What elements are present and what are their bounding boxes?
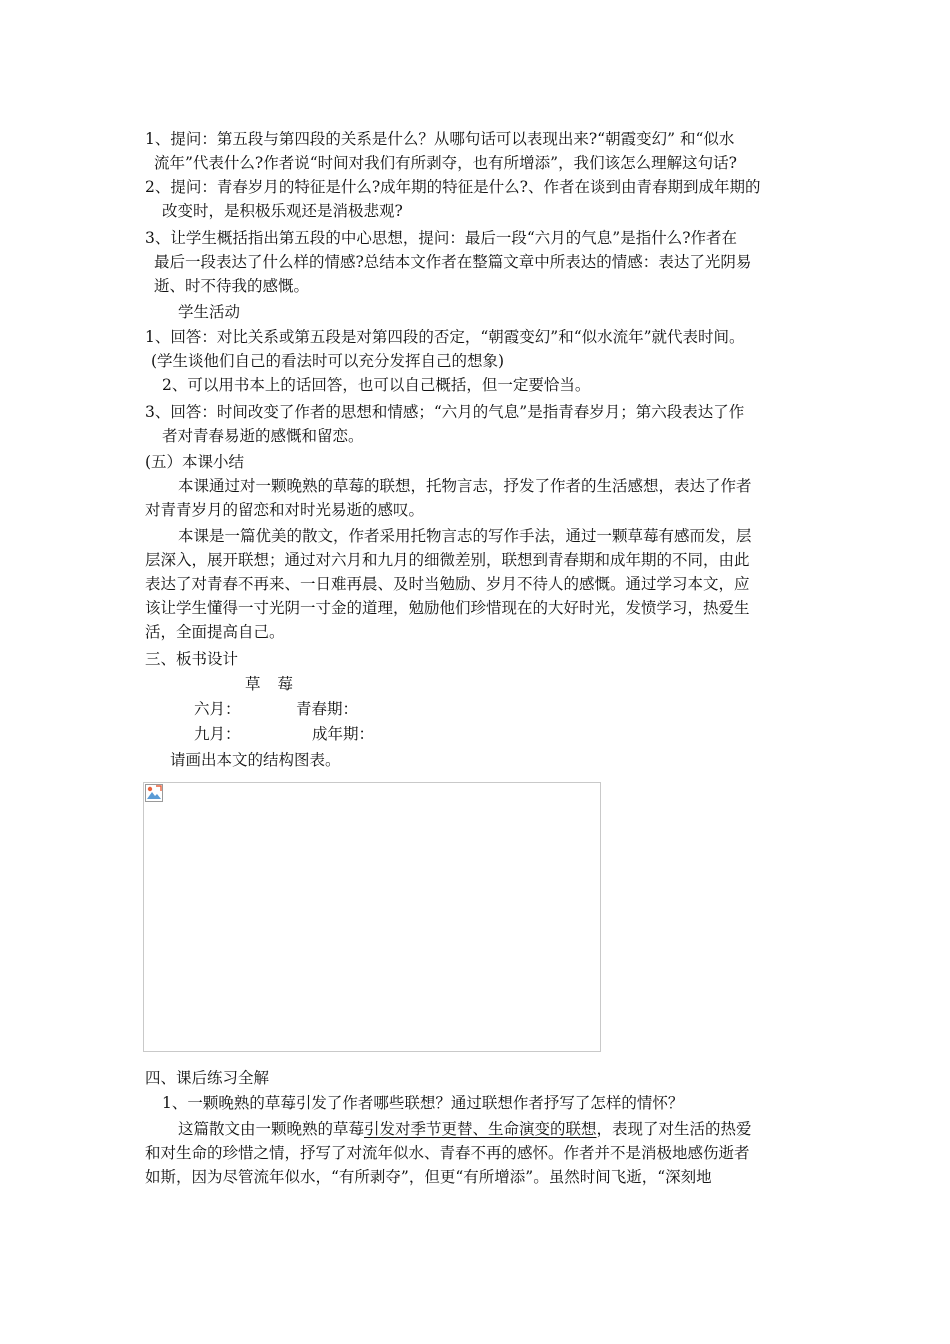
- text-line: 1、回答：对比关系或第五段是对第四段的否定，“朝霞变幻”和“似水流年”就代表时间。: [145, 328, 745, 346]
- text-line: 3、让学生概括指出第五段的中心思想，提问：最后一段“六月的气息”是指什么?作者在: [145, 229, 738, 247]
- text-line: 本课是一篇优美的散文，作者采用托物言志的写作手法，通过一颗草莓有感而发，层: [178, 527, 752, 545]
- board-title: 草 莓: [245, 675, 293, 693]
- text-line: 者对青春易逝的感慨和留恋。: [162, 427, 364, 445]
- answer-line: 和对生命的珍惜之情，抒写了对流年似水、青春不再的感怀。作者并不是消极地感伤逝者: [145, 1144, 750, 1162]
- section-subheading: 学生活动: [178, 303, 241, 321]
- image-placeholder: [143, 782, 601, 1052]
- broken-image-icon: [145, 784, 163, 802]
- text-line: 该让学生懂得一寸光阴一寸金的道理，勉励他们珍惜现在的大好时光，发愤学习，热爱生: [145, 599, 750, 617]
- text-line: 改变时，是积极乐观还是消极悲观?: [162, 202, 403, 220]
- text-line: (学生谈他们自己的看法时可以充分发挥自己的想象): [151, 352, 505, 370]
- answer-underlined-text: 引发对季节更替、生命演变的联想: [364, 1120, 597, 1138]
- answer-text: 这篇散文由一颗晚熟的草莓: [178, 1120, 365, 1138]
- text-line: 最后一段表达了什么样的情感?总结本文作者在整篇文章中所表达的情感：表达了光阴易: [154, 253, 752, 271]
- text-line: 2、提问：青春岁月的特征是什么?成年期的特征是什么?、作者在谈到由青春期到成年期的: [145, 178, 761, 196]
- text-line: 2、可以用书本上的话回答，也可以自己概括，但一定要恰当。: [162, 376, 591, 394]
- section-heading: (五）本课小结: [145, 453, 245, 471]
- text-line: 逝、时不待我的感慨。: [154, 277, 310, 295]
- board-label: 青春期：: [296, 700, 359, 718]
- instruction-text: 请画出本文的结构图表。: [170, 751, 341, 769]
- text-line: 活，全面提高自己。: [145, 623, 285, 641]
- exercise-question: 1、一颗晚熟的草莓引发了作者哪些联想？通过联想作者抒写了怎样的情怀？: [162, 1094, 684, 1112]
- text-line: 本课通过对一颗晚熟的草莓的联想，托物言志，抒发了作者的生活感想，表达了作者: [178, 477, 752, 495]
- section-heading: 四、课后练习全解: [145, 1069, 270, 1087]
- answer-line: [178, 1117, 752, 1141]
- board-label: 六月：: [194, 700, 241, 718]
- board-label: 九月：: [194, 725, 241, 743]
- text-line: 表达了对青春不再来、一日难再晨、及时当勉励、岁月不待人的感慨。通过学习本文，应: [145, 575, 750, 593]
- text-line: 3、回答：时间改变了作者的思想和情感；“六月的气息”是指青春岁月；第六段表达了作: [145, 403, 745, 421]
- text-line: 1、提问：第五段与第四段的关系是什么？从哪句话可以表现出来?“朝霞变幻” 和“似水: [145, 130, 735, 148]
- board-label: 成年期：: [312, 725, 375, 743]
- answer-text: ，表现了对生活的热爱: [596, 1120, 752, 1138]
- text-line: 对青青岁月的留恋和对时光易逝的感叹。: [145, 501, 425, 519]
- section-heading: 三、板书设计: [145, 650, 239, 668]
- text-line: 层深入，展开联想；通过对六月和九月的细微差别，联想到青春期和成年期的不同，由此: [145, 551, 750, 569]
- text-line: 流年”代表什么?作者说“时间对我们有所剥夺，也有所增添”，我们该怎么理解这句话?: [154, 154, 737, 172]
- answer-line: 如斯，因为尽管流年似水，“有所剥夺”，但更“有所增添”。虽然时间飞逝，“深刻地: [145, 1168, 712, 1186]
